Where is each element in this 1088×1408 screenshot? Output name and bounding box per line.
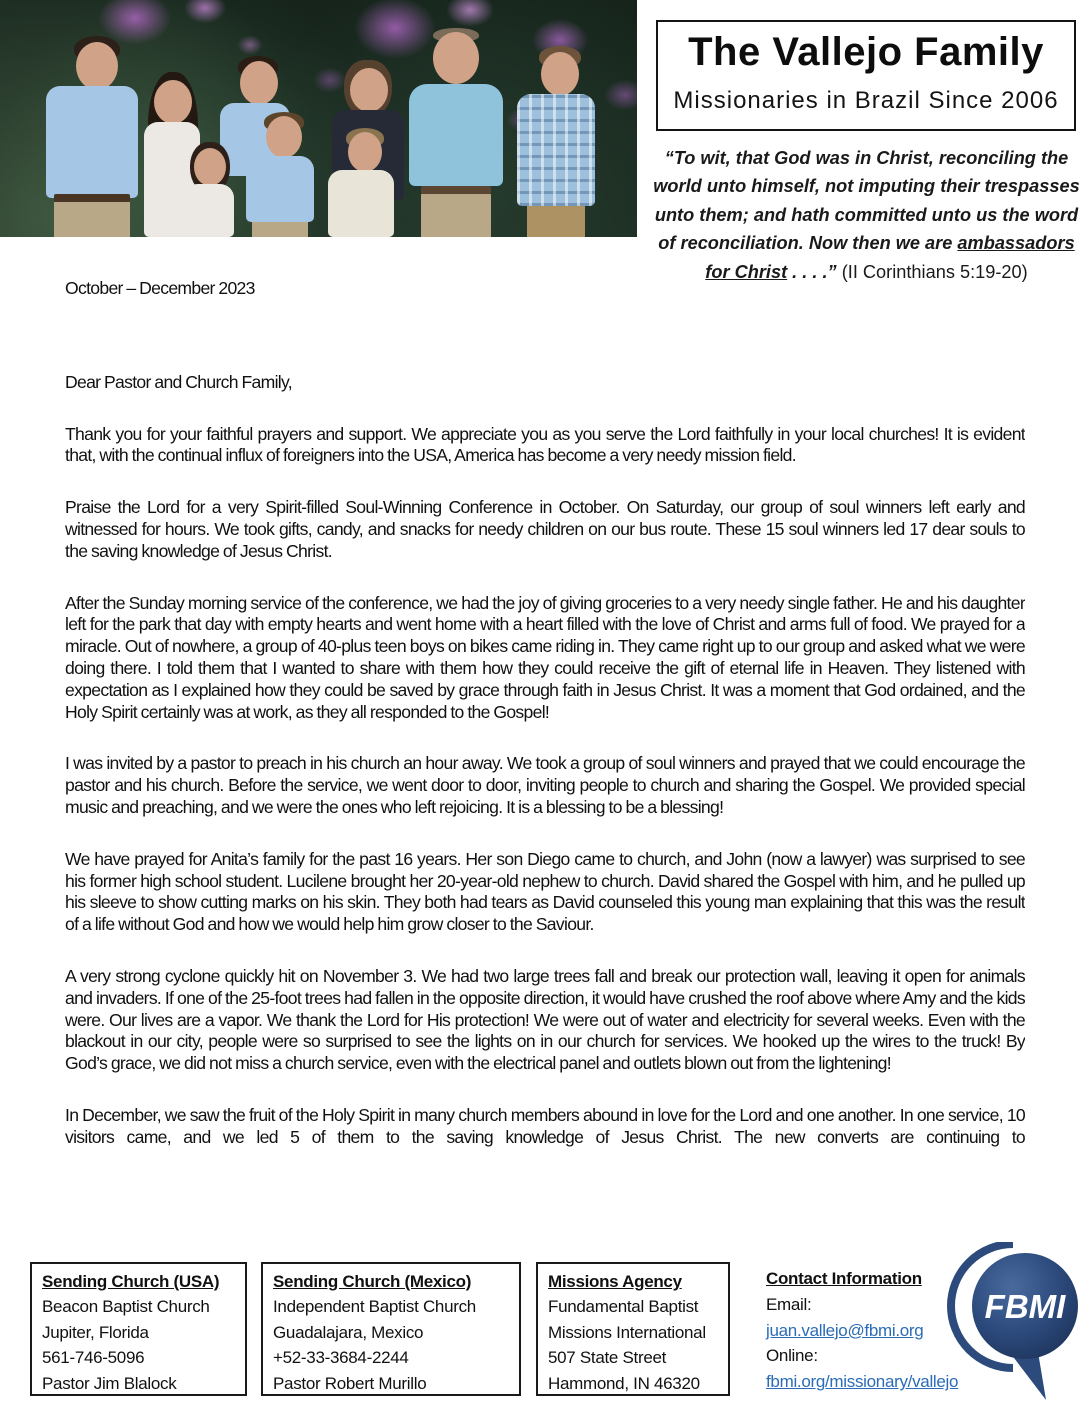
- person-figure: [180, 142, 238, 237]
- masthead-title-box: [656, 20, 1076, 131]
- letter-paragraph: We have prayed for Anita’s family for the past 16 years. Her son Diego came to church, and John (now a lawyer) was surprised to see his former high school student. Lucilene brought her 20-year-old nephew to church. David shared the Gospel with him, and he pulled up his sleeve to show cutting marks on his skin. They both had tears as David counseled this young man explaining that this was the result of a life without God and how we would help him grow closer to the Saviour.: [65, 848, 1025, 935]
- verse-lead: “To wit, that God was in Christ, reconciling the world unto himself, not imputing their trespasses unto them; and hath committed unto us the word of reconciliation. Now then we are: [653, 148, 1080, 254]
- sending-church-mexico-box: [261, 1262, 521, 1396]
- footer-line: 507 State Street: [548, 1348, 667, 1368]
- fbmi-logo-text: FBMI: [984, 1288, 1066, 1325]
- letter-paragraph: A very strong cyclone quickly hit on November 3. We had two large trees fall and break our protection wall, leaving it open for animals and invaders. If one of the 25-foot trees had fallen in the opposite direction, it would have crushed the roof above where Amy and the kids were. Our lives are a vapor. We thank the Lord for His protection! We were out of water and electricity for several weeks. Even with the blackout in our city, people were so surprised to see the lights on in our church for services. We hooked up the wires to the truck! By God’s grace, we did not miss a church service, even with the electrical panel and outlets blown out from the lightening!: [65, 965, 1025, 1074]
- contact-information-title: Contact Information: [766, 1269, 922, 1288]
- newsletter-subtitle: Missionaries in Brazil Since 2006: [673, 87, 1059, 114]
- footer-line: Beacon Baptist Church: [42, 1297, 210, 1317]
- newsletter-title: The Vallejo Family: [688, 30, 1044, 74]
- verse-trail: . . . .”: [787, 261, 842, 282]
- letter-body: [65, 270, 1025, 1248]
- person-figure: [515, 46, 597, 237]
- website-link[interactable]: fbmi.org/missionary/vallejo: [766, 1372, 959, 1392]
- masthead: [645, 0, 1088, 286]
- letter-paragraph: I was invited by a pastor to preach in his church an hour away. We took a group of soul winners and prayed that we could encourage the pastor and his church. Before the service, we went door to door, inviting people to church and sharing the Gospel. We provided special music and preaching, and we were the ones who left rejoicing. It is a blessing to be a blessing!: [65, 753, 1025, 817]
- letter-paragraph: Thank you for your faithful prayers and support. We appreciate you as you serve the Lord faithfully in your local churches! It is evident that, with the continual influx of foreigners into the USA, America has become a very needy mission field.: [65, 423, 1025, 466]
- footer-line: Pastor Robert Murillo: [273, 1373, 427, 1393]
- letter-paragraph: After the Sunday morning service of the conference, we had the joy of giving groceries to a very needy single father. He and his daughter left for the park that day with empty hearts and went home with a heart filled with the love of Christ and arms full of food. We prayed for a miracle. Out of nowhere, a group of 40-plus teen boys on bikes came riding in. They came right up to our group and asked what we were doing there. I told them that I wanted to share with them how they could receive the gift of eternal life in Heaven. They listened with expectation as I explained how they could be saved by grace through faith in Jesus Christ. It was a moment that God ordained, and the Holy Spirit certainly was at work, as they all responded to the Gospel!: [65, 592, 1025, 722]
- footer-line: Independent Baptist Church: [273, 1297, 476, 1317]
- footer-line: Guadalajara, Mexico: [273, 1322, 424, 1342]
- sending-church-usa-title: Sending Church (USA): [42, 1272, 220, 1291]
- salutation: Dear Pastor and Church Family,: [65, 371, 292, 392]
- missions-agency-box: [536, 1262, 730, 1396]
- sending-church-mexico-title: Sending Church (Mexico): [273, 1272, 472, 1291]
- fbmi-logo: [945, 1242, 1088, 1404]
- missions-agency-title: Missions Agency: [548, 1272, 682, 1291]
- footer-line: +52-33-3684-2244: [273, 1348, 409, 1368]
- verse-emphasis: ambassadors for Christ: [705, 233, 1075, 282]
- person-figure: [326, 128, 396, 237]
- footer-line: Fundamental Baptist: [548, 1297, 699, 1317]
- fbmi-logo-graphic: [945, 1242, 1088, 1404]
- letter-paragraph: Praise the Lord for a very Spirit-filled Soul-Winning Conference in October. On Saturday, our group of soul winners left early and witnessed for hours. We took gifts, candy, and snacks for needy children on our bus route. These 15 soul winners led 17 dear souls to the saving knowledge of Jesus Christ.: [65, 497, 1025, 561]
- family-photo: [0, 0, 637, 237]
- email-link[interactable]: juan.vallejo@fbmi.org: [766, 1320, 924, 1340]
- online-label: Online:: [766, 1346, 818, 1366]
- newsletter-date: October – December 2023: [65, 278, 255, 298]
- letter-paragraph: In December, we saw the fruit of the Holy Spirit in many church members abound in love for the Lord and one another. In one service, 10 visitors came, and we led 5 of them to the saving knowledge of Jesus Christ. The new converts are continuing to: [65, 1104, 1025, 1147]
- person-figure: [240, 112, 320, 237]
- sending-church-usa-box: [30, 1262, 247, 1396]
- footer-line: Pastor Jim Blalock: [42, 1373, 177, 1393]
- person-figure: [405, 28, 505, 237]
- footer-line: Jupiter, Florida: [42, 1322, 149, 1342]
- footer-line: 561-746-5096: [42, 1348, 145, 1368]
- footer-line: Missions International: [548, 1322, 706, 1342]
- footer-line: Hammond, IN 46320: [548, 1373, 700, 1393]
- person-figure: [40, 36, 144, 237]
- email-label: Email:: [766, 1294, 812, 1314]
- verse-citation: (II Corinthians 5:19-20): [841, 261, 1028, 282]
- scripture-verse: [645, 144, 1088, 286]
